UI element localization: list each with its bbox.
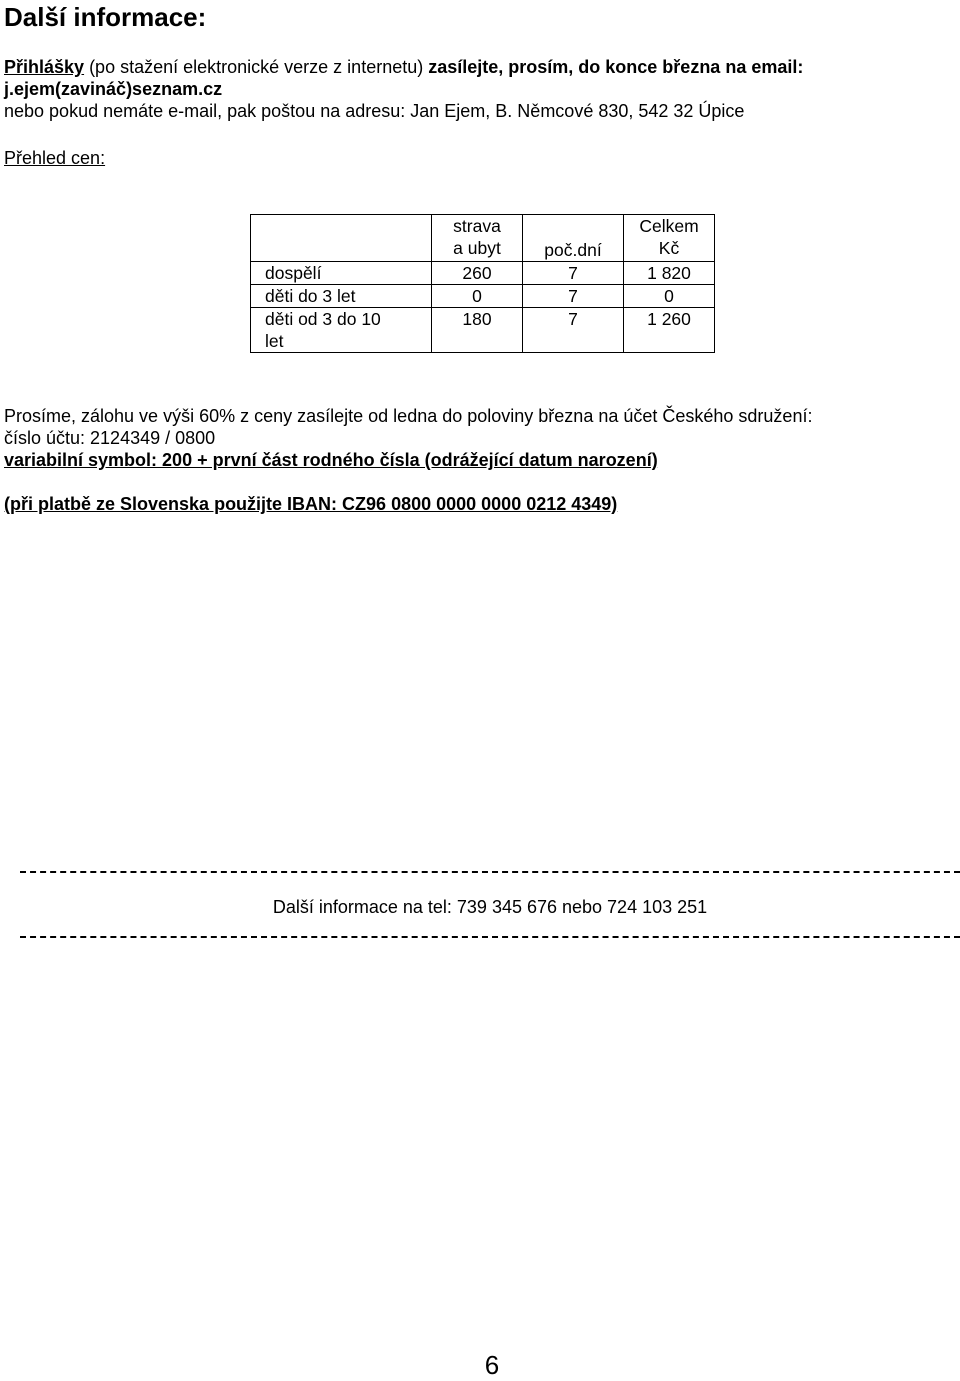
header-empty-cell	[251, 215, 432, 262]
page-heading: Další informace:	[4, 2, 207, 32]
row-food: 180	[432, 308, 523, 353]
row-days: 7	[523, 262, 624, 285]
account-number: číslo účtu: 2124349 / 0800	[4, 428, 216, 448]
price-overview-title: Přehled cen:	[4, 148, 106, 168]
header-food-line2: a ubyt	[453, 238, 501, 258]
row-label	[251, 308, 432, 353]
row-label: dospělí	[251, 262, 432, 285]
applications-instruction: zasílejte, prosím, do konce března na email:	[428, 57, 804, 77]
header-days: poč.dní	[523, 215, 624, 262]
row-food: 260	[432, 262, 523, 285]
dashed-separator-top	[20, 871, 960, 873]
row-total: 1 260	[624, 308, 715, 353]
table-row	[251, 262, 715, 285]
table-row	[251, 285, 715, 308]
email-address: j.ejem(zavináč)seznam.cz	[4, 79, 223, 99]
price-table	[250, 214, 715, 353]
row-label-line2: let	[265, 331, 284, 351]
header-food	[432, 215, 523, 262]
table-header-row	[251, 215, 715, 262]
header-food-line1: strava	[453, 216, 501, 236]
header-total-line2: Kč	[658, 238, 680, 258]
row-days: 7	[523, 308, 624, 353]
table-row	[251, 308, 715, 353]
postal-address: nebo pokud nemáte e-mail, pak poštou na adresu: Jan Ejem, B. Němcové 830, 542 32 Úpice	[4, 101, 745, 121]
contact-info: Další informace na tel: 739 345 676 nebo 724 103 251	[272, 897, 708, 917]
row-days: 7	[523, 285, 624, 308]
payment-instruction: Prosíme, zálohu ve výši 60% z ceny zasílejte od ledna do poloviny března na účet Českého sdružení:	[4, 406, 813, 426]
applications-label: Přihlášky	[4, 57, 85, 77]
iban-note: (při platbě ze Slovenska použijte IBAN: CZ96 0800 0000 0000 0212 4349)	[4, 494, 618, 514]
application-line	[4, 56, 803, 78]
variable-symbol: variabilní symbol: 200 + první část rodného čísla (odrážející datum narození)	[4, 450, 658, 470]
header-total	[624, 215, 715, 262]
dashed-separator-bottom	[20, 936, 960, 938]
header-total-line1: Celkem	[639, 216, 699, 236]
row-total: 1 820	[624, 262, 715, 285]
page-number: 6	[484, 1350, 500, 1380]
row-label-line1: děti od 3 do 10	[265, 309, 381, 329]
row-food: 0	[432, 285, 523, 308]
applications-note: (po stažení elektronické verze z internetu)	[84, 57, 429, 77]
row-total: 0	[624, 285, 715, 308]
row-label: děti do 3 let	[251, 285, 432, 308]
